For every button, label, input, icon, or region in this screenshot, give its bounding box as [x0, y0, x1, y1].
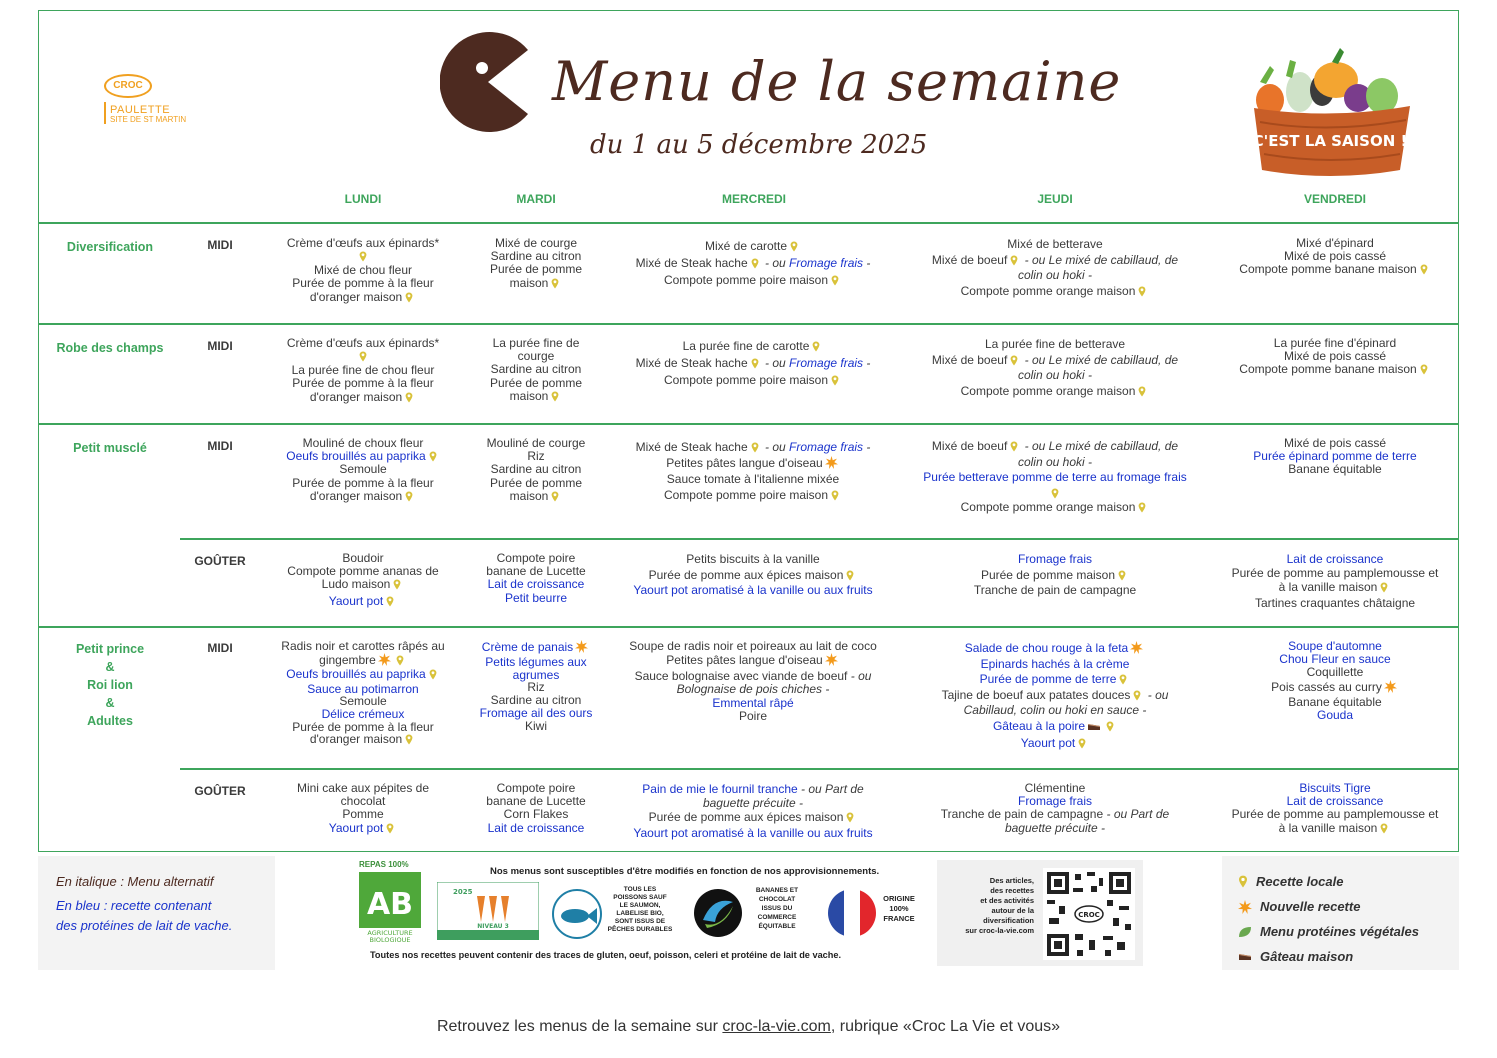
local-recipe-icon: [1138, 502, 1146, 513]
leaf-icon: [1238, 926, 1252, 938]
svg-text:CROC: CROC: [1078, 911, 1100, 919]
fairtrade-text: BANANES ET CHOCOLAT ISSUS DU COMMERCE ÉQUITABLE: [755, 887, 799, 930]
menu-cell-pp-gouter-mercredi: Pain de mie le fournil tranche - ou Part de baguette précuite - Purée de pomme aux épices maison Yaourt pot aromatisé à la vanille ou aux fruits: [633, 782, 873, 840]
local-recipe-icon: [751, 358, 759, 369]
local-recipe-icon: [386, 823, 394, 834]
footer-link[interactable]: croc-la-vie.com: [722, 1018, 831, 1035]
legend-item-vegetal: Menu protéines végétales: [1238, 919, 1443, 944]
local-recipe-icon: [1133, 690, 1141, 701]
local-recipe-icon: [359, 351, 367, 362]
new-recipe-icon: [1238, 900, 1252, 914]
menu-cell-pm-gouter-mardi: Compote poire banane de Lucette Lait de croissance Petit beurre: [486, 551, 586, 605]
local-recipe-icon: [359, 251, 367, 262]
local-recipe-icon: [1010, 441, 1018, 452]
menu-cell-div-mardi: Mixé de courge Sardine au citron Purée de pomme maison: [489, 236, 583, 290]
local-recipe-icon: [1420, 264, 1428, 275]
local-recipe-icon: [831, 490, 839, 501]
menu-cell-pp-midi-mercredi: Soupe de radis noir et poireaux au lait de coco Petites pâtes langue d'oiseau Sauce bolognaise avec viande de boeuf - ou Bolognaise de pois chiches - Emmental râpé Poire: [629, 639, 877, 724]
svg-text:BIOLOGIQUE: BIOLOGIQUE: [369, 936, 411, 942]
new-recipe-icon: [378, 653, 391, 666]
local-recipe-icon: [551, 391, 559, 402]
local-recipe-icon: [405, 292, 413, 303]
local-recipe-icon: [751, 258, 759, 269]
season-basket-icon: [1240, 42, 1418, 180]
menu-cell-pm-gouter-lundi: Boudoir Compote pomme ananas de Ludo maison Yaourt pot: [287, 551, 439, 608]
local-recipe-icon: [405, 491, 413, 502]
menu-cell-robe-vendredi: La purée fine d'épinard Mixé de pois cassé Compote pomme banane maison: [1220, 337, 1450, 377]
new-recipe-icon: [575, 640, 588, 653]
menu-cell-pm-gouter-mercredi: Petits biscuits à la vanille Purée de pomme aux épices maison Yaourt pot aromatisé à la vanille ou aux fruits: [633, 552, 873, 597]
menu-cell-pp-midi-jeudi: Salade de chou rouge à la feta Epinards hachés à la crème Purée de pomme de terre Tajine de boeuf aux patates douces - ou Cabillaud, colin ou hoki en sauce - Gâteau à la poire Yaourt pot: [941, 641, 1169, 750]
qr-text: Des articles, des recettes et des activités autour de la diversification sur croc-la-vie.com: [965, 876, 1034, 935]
labels-strip: [355, 860, 1145, 970]
origin-france-icon: [827, 888, 877, 938]
origin-text: ORIGINE 100% FRANCE: [883, 894, 915, 923]
menu-cell-pm-gouter-vendredi: Lait de croissance Purée de pomme au pamplemousse et à la vanille maison Tartines craquantes châtaigne: [1231, 552, 1439, 610]
legend-blue-2: des protéines de lait de vache.: [56, 918, 233, 933]
menu-cell-pp-midi-vendredi: Soupe d'automne Chou Fleur en sauce Coquillette Pois cassés au curry Banane équitable Gouda: [1220, 640, 1450, 722]
day-header-mercredi: MERCREDI: [721, 192, 786, 206]
new-recipe-icon: [825, 653, 838, 666]
meal-label-midi: MIDI: [207, 439, 233, 453]
local-recipe-icon: [1138, 386, 1146, 397]
local-recipe-icon: [429, 451, 437, 462]
local-recipe-icon: [1106, 721, 1114, 732]
menu-cell-pp-gouter-lundi: Mini cake aux pépites de chocolat Pomme Yaourt pot: [296, 781, 430, 835]
logo-line1: PAULETTE: [110, 104, 171, 116]
logo-line2: SITE DE ST MARTIN: [110, 115, 187, 124]
divider: [38, 626, 1459, 628]
legend-icons: [1222, 856, 1459, 970]
local-recipe-icon: [386, 596, 394, 607]
divider: [38, 423, 1459, 425]
local-recipe-icon: [1138, 286, 1146, 297]
local-recipe-icon: [831, 275, 839, 286]
homemade-cake-icon: [1087, 722, 1101, 731]
legend-item-local: Recette locale: [1238, 869, 1443, 894]
local-recipe-icon: [429, 669, 437, 680]
divider: [180, 538, 1459, 540]
notice-top: Nos menus sont susceptibles d'être modifiés en fonction de nos approvisionnements.: [490, 866, 880, 877]
footer: Retrouvez les menus de la semaine sur croc-la-vie.com, rubrique «Croc La Vie et vous»: [436, 1018, 1061, 1035]
local-recipe-icon: [812, 341, 820, 352]
croc-logo: [102, 72, 212, 130]
local-recipe-icon: [1380, 582, 1388, 593]
niveau-3-label-icon: [437, 882, 539, 940]
legend-italic: En italique : Menu alternatif: [56, 874, 214, 889]
local-recipe-icon: [551, 491, 559, 502]
local-recipe-icon: [1078, 738, 1086, 749]
qr-code-icon[interactable]: [1043, 868, 1135, 960]
menu-cell-div-vendredi: Mixé d'épinard Mixé de pois cassé Compote pomme banane maison: [1220, 237, 1450, 277]
menu-cell-robe-lundi: Crème d'œufs aux épinards* La purée fine de chou fleur Purée de pomme à la fleur d'oranger maison: [286, 336, 440, 404]
ab-bio-logo-icon: [359, 872, 421, 942]
divider: [38, 323, 1459, 325]
meal-label-gouter: GOÛTER: [194, 784, 246, 798]
page-title: Menu de la semaine: [552, 50, 1122, 113]
fairtrade-icon: [693, 888, 743, 938]
day-header-vendredi: VENDREDI: [1303, 192, 1366, 206]
svg-text:AGRICULTURE: AGRICULTURE: [367, 929, 413, 937]
basket-label: C'EST LA SAISON !: [1252, 132, 1408, 150]
menu-cell-pp-gouter-mardi: Compote poire banane de Lucette Corn Flakes Lait de croissance: [486, 781, 586, 835]
menu-cell-pm-midi-vendredi: Mixé de pois cassé Purée épinard pomme de terre Banane équitable: [1253, 436, 1417, 477]
category-petit-prince: Petit prince & Roi lion & Adultes: [75, 642, 145, 728]
menu-cell-div-jeudi: Mixé de betterave Mixé de boeuf - ou Le mixé de cabillaud, de colin ou hoki - Compote pomme orange maison: [931, 237, 1179, 298]
pacman-icon: [440, 30, 532, 134]
local-recipe-icon: [1119, 674, 1127, 685]
menu-cell-pm-midi-mercredi: Mixé de Steak hache - ou Fromage frais - Petites pâtes langue d'oiseau Sauce tomate à l'italienne mixée Compote pomme poire maison: [635, 440, 871, 502]
menu-cell-pp-midi-lundi: Radis noir et carottes râpés au gingembre Oeufs brouillés au paprika Sauce au potimarron Semoule Délice crémeux Purée de pomme à la fleur d'oranger maison: [281, 639, 445, 747]
logo-brand: CROC: [104, 74, 152, 98]
day-header-jeudi: JEUDI: [1037, 192, 1073, 206]
local-recipe-icon: [405, 392, 413, 403]
menu-cell-pp-gouter-jeudi: Clémentine Fromage frais Tranche de pain de campagne - ou Part de baguette précuite -: [940, 781, 1170, 835]
svg-text:AB: AB: [366, 887, 414, 922]
menu-cell-pp-midi-mardi: Crème de panais Petits légumes aux agrumes Riz Sardine au citron Fromage ail des ours Kiwi: [479, 640, 593, 733]
local-recipe-icon: [831, 375, 839, 386]
divider: [180, 768, 1459, 770]
local-recipe-icon: [1010, 355, 1018, 366]
menu-cell-div-lundi: Crème d'œufs aux épinards* Mixé de chou fleur Purée de pomme à la fleur d'oranger maison: [286, 236, 440, 304]
page-subtitle: du 1 au 5 décembre 2025: [590, 130, 928, 160]
menu-cell-div-mercredi: Mixé de carotte Mixé de Steak hache - ou Fromage frais - Compote pomme poire maison: [635, 239, 871, 287]
svg-text:2025: 2025: [453, 888, 473, 896]
repas-label: REPAS 100%: [359, 860, 409, 869]
local-recipe-icon: [1051, 488, 1059, 499]
local-recipe-icon: [846, 812, 854, 823]
divider: [38, 222, 1459, 224]
sustainable-fish-icon: [551, 888, 603, 940]
local-recipe-icon: [1010, 255, 1018, 266]
meal-label-midi: MIDI: [207, 641, 233, 655]
meal-label-midi: MIDI: [207, 339, 233, 353]
menu-cell-robe-jeudi: La purée fine de betterave Mixé de boeuf - ou Le mixé de cabillaud, de colin ou hoki - Compote pomme orange maison: [931, 337, 1179, 398]
meal-label-gouter: GOÛTER: [194, 554, 246, 568]
local-recipe-icon: [751, 442, 759, 453]
local-recipe-icon: [1380, 823, 1388, 834]
local-recipe-icon: [396, 655, 404, 666]
homemade-cake-icon: [1238, 952, 1252, 961]
local-recipe-icon: [1238, 875, 1248, 888]
category-robe-des-champs: Robe des champs: [56, 341, 164, 355]
local-recipe-icon: [551, 278, 559, 289]
local-recipe-icon: [846, 570, 854, 581]
local-recipe-icon: [405, 734, 413, 745]
day-header-mardi: MARDI: [516, 192, 556, 206]
menu-cell-robe-mardi: La purée fine de courge Sardine au citron Purée de pomme maison: [489, 336, 583, 403]
menu-cell-robe-mercredi: La purée fine de carotte Mixé de Steak hache - ou Fromage frais - Compote pomme poire maison: [635, 339, 871, 387]
menu-cell-pm-midi-lundi: Mouliné de choux fleur Oeufs brouillés au paprika Semoule Purée de pomme à la fleur d'oranger maison: [278, 437, 448, 503]
menu-cell-pm-midi-mardi: Mouliné de courge Riz Sardine au citron Purée de pomme maison: [486, 436, 586, 503]
menu-cell-pm-midi-jeudi: Mixé de boeuf - ou Le mixé de cabillaud, de colin ou hoki - Purée betterave pomme de terre au fromage frais Compote pomme orange maison: [923, 439, 1187, 514]
local-recipe-icon: [393, 579, 401, 590]
new-recipe-icon: [1384, 680, 1397, 693]
svg-text:NIVEAU 3: NIVEAU 3: [477, 923, 509, 930]
menu-cell-pp-gouter-vendredi: Biscuits Tigre Lait de croissance Purée de pomme au pamplemousse et à la vanille maison: [1231, 781, 1439, 835]
new-recipe-icon: [1130, 641, 1143, 654]
meal-label-midi: MIDI: [207, 238, 233, 252]
legend-blue-1: En bleu : recette contenant: [56, 898, 212, 913]
local-recipe-icon: [1118, 570, 1126, 581]
local-recipe-icon: [790, 241, 798, 252]
menu-cell-pm-gouter-jeudi: Fromage frais Purée de pomme maison Tranche de pain de campagne: [973, 552, 1137, 597]
category-diversification: Diversification: [66, 240, 154, 254]
legend-formatting: [38, 856, 275, 970]
day-header-lundi: LUNDI: [344, 192, 382, 206]
fish-text: TOUS LES POISSONS SAUF LE SAUMON, LABELISE BIO, SONT ISSUS DE PÊCHES DURABLES: [607, 886, 673, 933]
category-petit-muscle: Petit musclé: [73, 441, 147, 455]
notice-bottom: Toutes nos recettes peuvent contenir des traces de gluten, oeuf, poisson, celeri et protéine de lait de vache.: [370, 950, 842, 960]
legend-item-new: Nouvelle recette: [1238, 894, 1443, 919]
legend-item-cake: Gâteau maison: [1238, 944, 1443, 969]
local-recipe-icon: [1420, 364, 1428, 375]
new-recipe-icon: [825, 456, 838, 469]
